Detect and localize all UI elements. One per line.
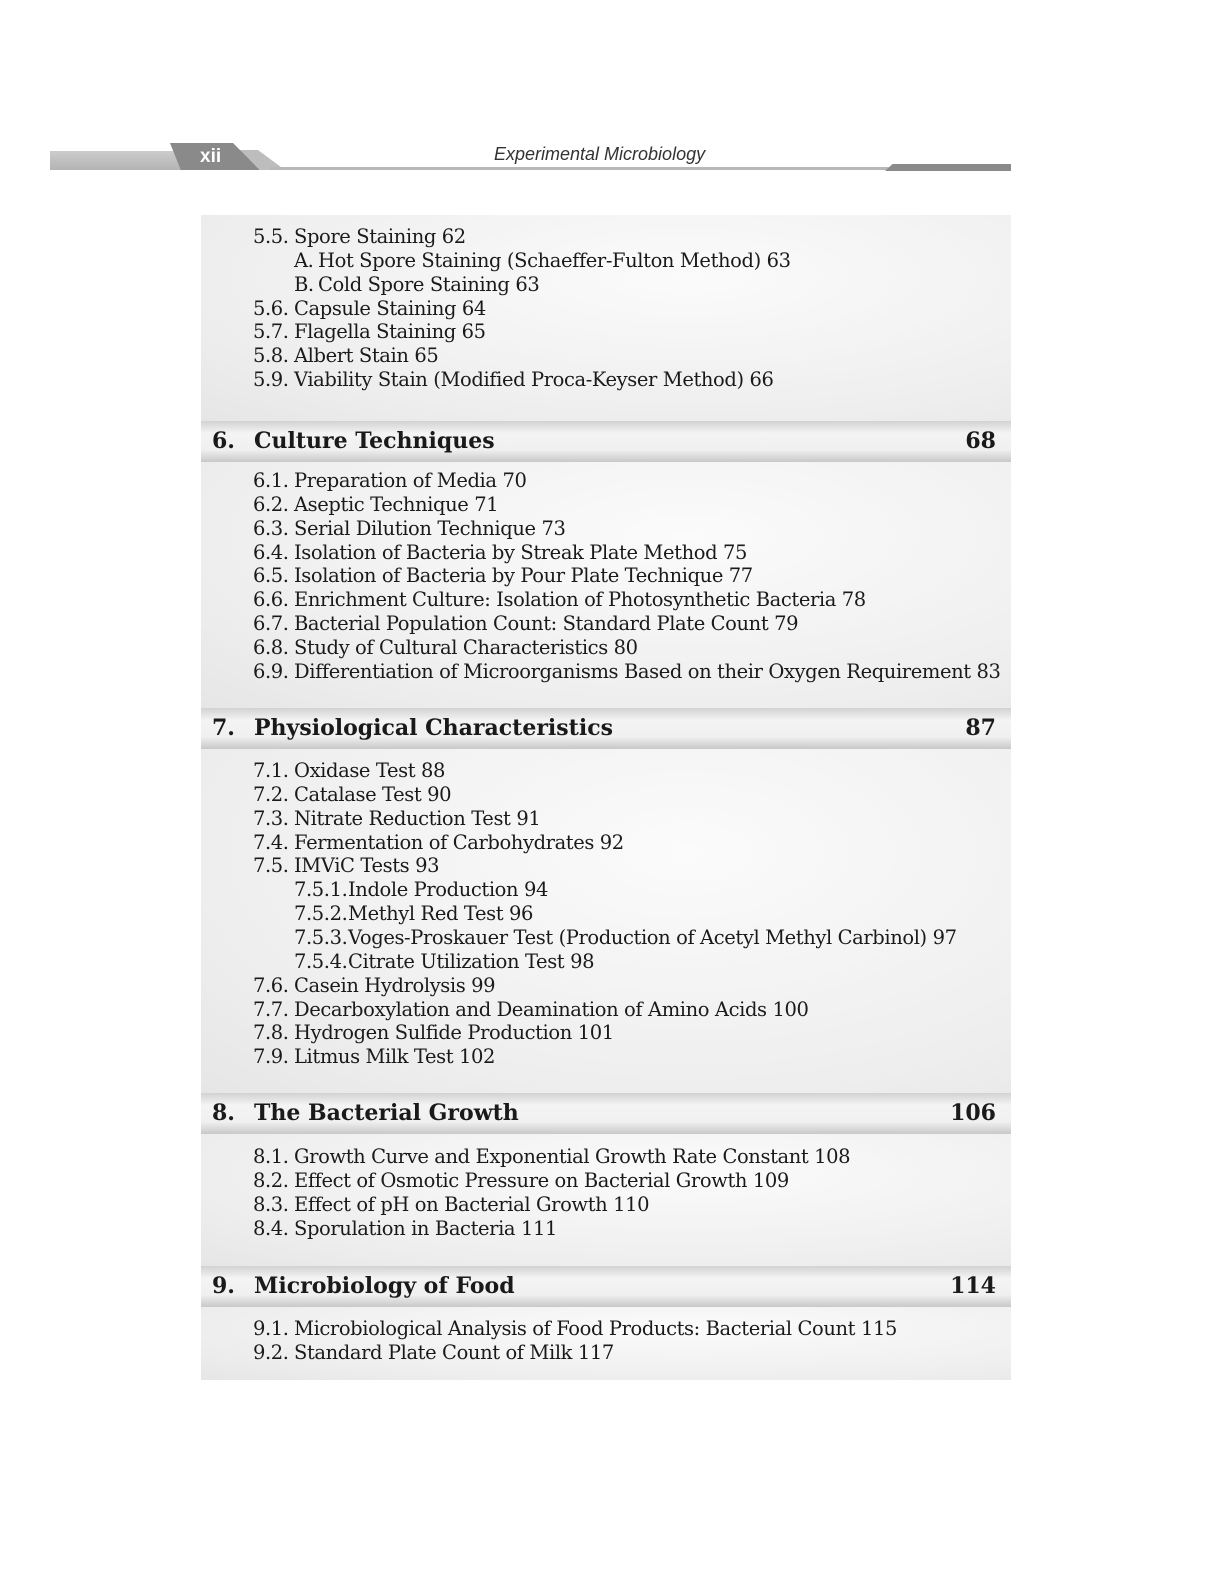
entry-title: Growth Curve and Exponential Growth Rate Constant <box>294 1145 809 1168</box>
entry-page: 62 <box>441 225 466 248</box>
entry-number: 8.3. <box>253 1192 289 1216</box>
entry-number: 6.7. <box>253 612 289 636</box>
toc-entry <box>253 807 540 830</box>
toc-entry <box>253 368 774 391</box>
toc-entry <box>253 1145 850 1168</box>
entry-title: Standard Plate Count of Milk <box>294 1340 573 1364</box>
chapter-number: 8. <box>212 1100 235 1126</box>
toc-entry <box>253 1045 495 1068</box>
chapter-title: Culture Techniques <box>254 428 495 454</box>
entry-number: 7.5.3. <box>294 925 348 949</box>
entry-number: 5.8. <box>253 344 289 368</box>
entry-title: Isolation of Bacteria by Pour Plate Technique <box>294 564 723 588</box>
entry-number: 9.1. <box>253 1317 289 1340</box>
chapter-page: 114 <box>950 1273 996 1299</box>
entry-number: 6.9. <box>253 659 289 683</box>
entry-number: 7.3. <box>253 806 289 830</box>
entry-page: 90 <box>427 782 452 806</box>
toc-entry <box>253 1193 649 1216</box>
entry-page: 79 <box>774 612 799 636</box>
chapter-heading <box>201 1093 1011 1134</box>
chapter-heading <box>201 708 1011 749</box>
chapter-page: 106 <box>950 1100 996 1126</box>
entry-page: 102 <box>459 1045 496 1069</box>
entry-number: 7.1. <box>253 759 289 782</box>
entry-number: 6.3. <box>253 516 289 540</box>
entry-title: Spore Staining <box>294 225 436 248</box>
entry-page: 66 <box>749 368 774 392</box>
toc-entry <box>253 297 486 320</box>
entry-number: 7.9. <box>253 1045 289 1069</box>
chapter-page: 87 <box>965 715 996 741</box>
entry-number: 7.6. <box>253 973 289 997</box>
toc-entry <box>253 469 526 492</box>
header-bar-right <box>885 164 1011 171</box>
entry-title: Hydrogen Sulfide Production <box>294 1021 572 1045</box>
entry-title: Decarboxylation and Deamination of Amino Acids <box>294 997 767 1021</box>
entry-number: 7.2. <box>253 782 289 806</box>
toc-entry <box>253 517 565 540</box>
entry-number: 7.8. <box>253 1021 289 1045</box>
entry-page: 92 <box>599 830 624 854</box>
entry-number: 8.1. <box>253 1145 289 1168</box>
entry-number: B. <box>294 272 314 296</box>
entry-page: 63 <box>766 248 791 272</box>
entry-title: Litmus Milk Test <box>294 1045 454 1069</box>
toc-entry <box>253 564 753 587</box>
entry-page: 94 <box>524 878 549 902</box>
entry-number: A. <box>294 248 314 272</box>
toc-entry <box>253 1217 557 1240</box>
entry-number: 6.8. <box>253 635 289 659</box>
toc-entry <box>253 831 624 854</box>
entry-number: 5.7. <box>253 320 289 344</box>
toc-entry <box>253 783 451 806</box>
entry-page: 93 <box>415 854 440 878</box>
entry-page: 75 <box>722 540 747 564</box>
entry-number: 6.4. <box>253 540 289 564</box>
entry-title: Indole Production <box>348 878 519 902</box>
entry-title: Hot Spore Staining (Schaeffer-Fulton Method) <box>318 248 761 272</box>
toc-entry <box>253 1021 614 1044</box>
entry-page: 108 <box>814 1145 851 1168</box>
entry-number: 5.9. <box>253 368 289 392</box>
chapter-number: 6. <box>212 428 235 454</box>
chapter-heading <box>201 1266 1011 1307</box>
entry-title: Effect of pH on Bacterial Growth <box>294 1192 608 1216</box>
entry-page: 77 <box>728 564 753 588</box>
entry-page: 109 <box>752 1168 789 1192</box>
entry-page: 97 <box>932 925 957 949</box>
entry-title: Catalase Test <box>294 782 422 806</box>
toc-entry <box>253 493 498 516</box>
entry-page: 83 <box>976 659 1001 683</box>
entry-number: 6.2. <box>253 492 289 516</box>
entry-number: 6.6. <box>253 588 289 612</box>
entry-number: 8.4. <box>253 1216 289 1240</box>
entry-page: 91 <box>516 806 541 830</box>
entry-page: 80 <box>613 635 638 659</box>
entry-title: Albert Stain <box>294 344 409 368</box>
toc-entry <box>253 541 747 564</box>
chapter-heading <box>201 421 1011 462</box>
toc-entry <box>253 1341 614 1364</box>
toc-entry <box>253 854 439 877</box>
entry-title: Aseptic Technique <box>294 492 469 516</box>
entry-page: 100 <box>772 997 809 1021</box>
entry-page: 64 <box>461 296 486 320</box>
entry-page: 111 <box>520 1216 557 1240</box>
entry-title: Cold Spore Staining <box>318 272 510 296</box>
entry-title: IMViC Tests <box>294 854 410 878</box>
entry-page: 65 <box>461 320 486 344</box>
entry-page: 88 <box>420 759 445 782</box>
entry-number: 7.5.1. <box>294 878 348 902</box>
entry-page: 63 <box>515 272 540 296</box>
entry-number: 5.6. <box>253 296 289 320</box>
toc-entry <box>253 636 638 659</box>
chapter-page: 68 <box>965 428 996 454</box>
page-number: xii <box>200 146 222 167</box>
entry-title: Flagella Staining <box>294 320 456 344</box>
toc-entry <box>294 878 548 901</box>
entry-page: 101 <box>577 1021 614 1045</box>
entry-title: Methyl Red Test <box>348 902 504 926</box>
chapter-title: The Bacterial Growth <box>254 1100 519 1126</box>
entry-page: 73 <box>541 516 566 540</box>
entry-title: Effect of Osmotic Pressure on Bacterial Growth <box>294 1168 748 1192</box>
running-title: Experimental Microbiology <box>494 144 706 164</box>
toc-entry <box>294 249 791 272</box>
entry-title: Isolation of Bacteria by Streak Plate Method <box>294 540 718 564</box>
entry-title: Viability Stain (Modified Proca-Keyser Method) <box>294 368 744 392</box>
entry-page: 115 <box>860 1317 897 1340</box>
toc-entry <box>253 660 1001 683</box>
entry-title: Enrichment Culture: Isolation of Photosynthetic Bacteria <box>294 588 836 612</box>
entry-title: Nitrate Reduction Test <box>294 806 511 830</box>
toc-entry <box>253 344 438 367</box>
entry-page: 110 <box>613 1192 650 1216</box>
entry-title: Voges-Proskauer Test (Production of Acetyl Methyl Carbinol) <box>348 925 927 949</box>
entry-number: 7.5. <box>253 854 289 878</box>
entry-title: Serial Dilution Technique <box>294 516 536 540</box>
toc-entry <box>294 902 533 925</box>
entry-title: Sporulation in Bacteria <box>294 1216 516 1240</box>
entry-page: 70 <box>502 469 527 492</box>
entry-page: 98 <box>570 949 595 973</box>
toc-entry <box>253 1169 789 1192</box>
entry-number: 8.2. <box>253 1168 289 1192</box>
toc-entry <box>294 273 539 296</box>
entry-title: Oxidase Test <box>294 759 416 782</box>
entry-title: Fermentation of Carbohydrates <box>294 830 594 854</box>
entry-number: 7.5.2. <box>294 902 348 926</box>
entry-number: 6.5. <box>253 564 289 588</box>
entry-number: 7.4. <box>253 830 289 854</box>
entry-title: Bacterial Population Count: Standard Plate Count <box>294 612 769 636</box>
toc-entry <box>253 320 486 343</box>
entry-title: Casein Hydrolysis <box>294 973 466 997</box>
toc-entry <box>253 998 809 1021</box>
toc-entry <box>253 1317 897 1340</box>
entry-number: 6.1. <box>253 469 289 492</box>
entry-number: 7.7. <box>253 997 289 1021</box>
entry-page: 99 <box>471 973 496 997</box>
toc-entry <box>253 588 866 611</box>
chapter-number: 7. <box>212 715 235 741</box>
entry-title: Microbiological Analysis of Food Products: Bacterial Count <box>294 1317 856 1340</box>
entry-title: Differentiation of Microorganisms Based on their Oxygen Requirement <box>294 659 971 683</box>
entry-number: 7.5.4. <box>294 949 348 973</box>
toc-entry <box>294 926 957 949</box>
entry-title: Capsule Staining <box>294 296 457 320</box>
toc-entry <box>253 974 495 997</box>
chapter-number: 9. <box>212 1273 235 1299</box>
toc-entry <box>253 759 445 782</box>
toc-entry <box>253 612 798 635</box>
entry-page: 65 <box>414 344 439 368</box>
entry-number: 9.2. <box>253 1340 289 1364</box>
entry-page: 117 <box>577 1340 614 1364</box>
entry-number: 5.5. <box>253 225 289 248</box>
entry-page: 96 <box>508 902 533 926</box>
entry-title: Study of Cultural Characteristics <box>294 635 608 659</box>
toc-entry <box>253 225 466 248</box>
toc-entry <box>294 950 594 973</box>
chapter-title: Physiological Characteristics <box>254 715 613 741</box>
entry-page: 78 <box>841 588 866 612</box>
entry-page: 71 <box>474 492 499 516</box>
entry-title: Citrate Utilization Test <box>348 949 565 973</box>
entry-title: Preparation of Media <box>294 469 497 492</box>
chapter-title: Microbiology of Food <box>254 1273 515 1299</box>
